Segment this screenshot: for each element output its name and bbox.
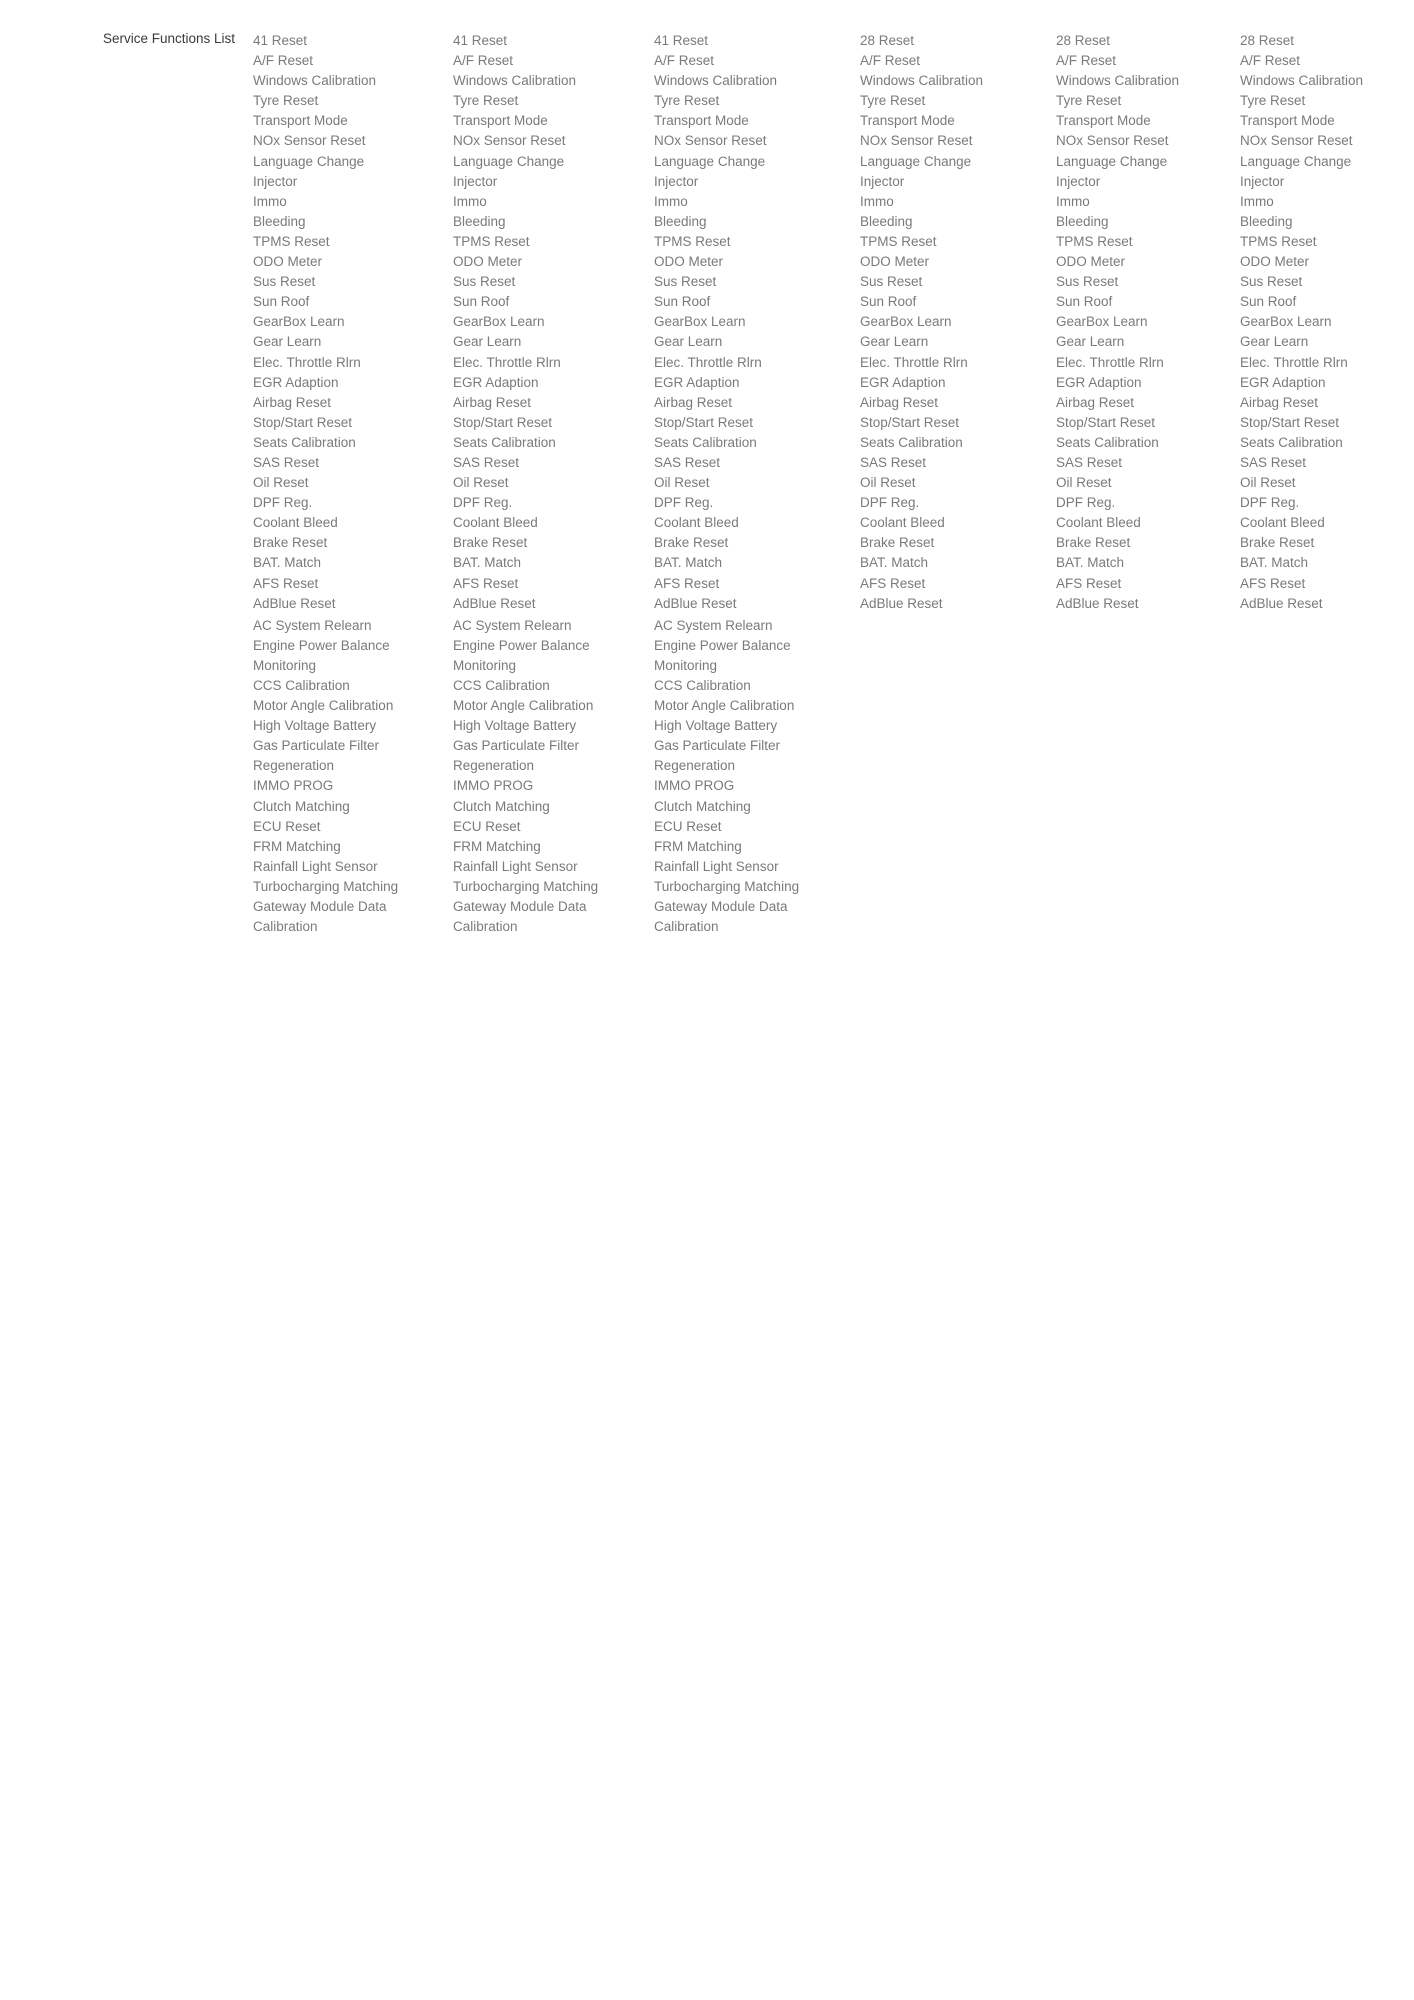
function-item: Seats Calibration bbox=[253, 434, 356, 450]
function-item: Rainfall Light Sensor bbox=[453, 858, 578, 874]
function-item: Rainfall Light Sensor bbox=[253, 858, 378, 874]
function-item: Injector bbox=[1056, 173, 1101, 189]
function-item: Bleeding bbox=[253, 213, 306, 229]
function-item: AdBlue Reset bbox=[654, 595, 737, 611]
function-item: BAT. Match bbox=[453, 555, 522, 571]
function-item: AFS Reset bbox=[860, 575, 926, 591]
function-item: Airbag Reset bbox=[253, 394, 332, 410]
function-item: AC System Relearn bbox=[253, 617, 372, 633]
function-item: Gear Learn bbox=[453, 334, 522, 350]
function-item: Windows Calibration bbox=[654, 73, 778, 89]
function-item: Gas Particulate Filter bbox=[253, 738, 380, 754]
function-item: Clutch Matching bbox=[453, 798, 550, 814]
function-item: A/F Reset bbox=[253, 53, 314, 69]
function-item: Gas Particulate Filter bbox=[654, 738, 781, 754]
function-item: GearBox Learn bbox=[453, 314, 545, 330]
function-item: GearBox Learn bbox=[654, 314, 746, 330]
function-item: ECU Reset bbox=[453, 818, 521, 834]
function-item: Oil Reset bbox=[253, 475, 309, 491]
function-item: Language Change bbox=[453, 153, 565, 169]
function-item: Brake Reset bbox=[654, 535, 729, 551]
function-item: Stop/Start Reset bbox=[453, 414, 553, 430]
function-item: CCS Calibration bbox=[253, 678, 350, 693]
function-item: Engine Power Balance bbox=[453, 637, 590, 653]
function-item: Brake Reset bbox=[453, 535, 528, 551]
function-item: Gear Learn bbox=[1056, 334, 1125, 350]
functions-column-6 bbox=[1240, 31, 1363, 614]
function-item: ODO Meter bbox=[253, 254, 323, 270]
function-item: GearBox Learn bbox=[860, 314, 952, 330]
function-item: EGR Adaption bbox=[453, 374, 539, 390]
functions-column-1 bbox=[253, 31, 398, 937]
function-item: Gear Learn bbox=[253, 334, 322, 350]
function-item: Sus Reset bbox=[453, 274, 516, 290]
function-item: GearBox Learn bbox=[253, 314, 345, 330]
function-item: Sun Roof bbox=[860, 294, 917, 310]
function-item: Windows Calibration bbox=[453, 73, 577, 89]
function-item: EGR Adaption bbox=[1240, 374, 1326, 390]
function-item: TPMS Reset bbox=[860, 233, 937, 249]
function-item: TPMS Reset bbox=[654, 233, 731, 249]
function-item: Tyre Reset bbox=[1056, 93, 1122, 109]
function-item: Bleeding bbox=[453, 213, 506, 229]
function-item: Seats Calibration bbox=[860, 434, 963, 450]
function-item: Transport Mode bbox=[253, 113, 348, 129]
function-item: BAT. Match bbox=[654, 555, 723, 571]
function-item: Elec. Throttle Rlrn bbox=[453, 354, 561, 370]
function-item: Transport Mode bbox=[1240, 113, 1335, 129]
function-item: Coolant Bleed bbox=[453, 515, 538, 531]
function-item: Seats Calibration bbox=[453, 434, 556, 450]
function-item: Immo bbox=[1240, 193, 1274, 209]
function-item: Tyre Reset bbox=[1240, 93, 1306, 109]
function-item: Brake Reset bbox=[1056, 535, 1131, 551]
function-item: Language Change bbox=[253, 153, 365, 169]
function-item: ODO Meter bbox=[1240, 254, 1310, 270]
function-item: Immo bbox=[1056, 193, 1090, 209]
function-item: Transport Mode bbox=[1056, 113, 1151, 129]
function-item: Engine Power Balance bbox=[654, 637, 791, 653]
function-item: FRM Matching bbox=[654, 838, 742, 854]
function-item: Windows Calibration bbox=[860, 73, 984, 89]
function-item: High Voltage Battery bbox=[453, 718, 577, 734]
function-item: Tyre Reset bbox=[860, 93, 926, 109]
function-item: AC System Relearn bbox=[654, 617, 773, 633]
function-item: CCS Calibration bbox=[654, 678, 751, 693]
function-item: A/F Reset bbox=[1056, 53, 1117, 69]
function-item: SAS Reset bbox=[860, 454, 927, 470]
function-item: Elec. Throttle Rlrn bbox=[860, 354, 968, 370]
function-item: Elec. Throttle Rlrn bbox=[654, 354, 762, 370]
function-item: DPF Reg. bbox=[253, 495, 313, 511]
function-item: Regeneration bbox=[453, 758, 535, 774]
service-functions-label: Service Functions List bbox=[103, 31, 236, 46]
function-item: Gear Learn bbox=[1240, 334, 1309, 350]
function-item: Gateway Module Data bbox=[654, 899, 788, 915]
function-item: Airbag Reset bbox=[654, 394, 733, 410]
function-item: Language Change bbox=[654, 153, 766, 169]
function-item: Sus Reset bbox=[1056, 274, 1119, 290]
function-item: Windows Calibration bbox=[1240, 73, 1364, 89]
function-item: AFS Reset bbox=[253, 575, 319, 591]
function-item: TPMS Reset bbox=[1240, 233, 1317, 249]
function-item: Airbag Reset bbox=[1056, 394, 1135, 410]
function-item: NOx Sensor Reset bbox=[654, 133, 767, 149]
function-item: BAT. Match bbox=[860, 555, 929, 571]
function-item: Monitoring bbox=[253, 657, 317, 673]
function-item: Brake Reset bbox=[1240, 535, 1315, 551]
function-item: FRM Matching bbox=[253, 838, 341, 854]
function-item: Windows Calibration bbox=[253, 73, 377, 89]
function-item: EGR Adaption bbox=[860, 374, 946, 390]
function-item: Language Change bbox=[1240, 153, 1352, 169]
function-item: Turbocharging Matching bbox=[453, 878, 599, 894]
function-item: Coolant Bleed bbox=[1056, 515, 1141, 531]
function-item: GearBox Learn bbox=[1240, 314, 1332, 330]
function-item: Immo bbox=[860, 193, 894, 209]
function-item: AFS Reset bbox=[453, 575, 519, 591]
function-item: BAT. Match bbox=[1056, 555, 1125, 571]
function-item: AdBlue Reset bbox=[1240, 595, 1323, 611]
function-item: TPMS Reset bbox=[253, 233, 330, 249]
function-item: Engine Power Balance bbox=[253, 637, 390, 653]
function-item: Brake Reset bbox=[860, 535, 935, 551]
function-item: Regeneration bbox=[654, 758, 736, 774]
function-item: Turbocharging Matching bbox=[253, 878, 399, 894]
function-item: Oil Reset bbox=[654, 475, 710, 491]
function-item: Sus Reset bbox=[860, 274, 923, 290]
function-item: GearBox Learn bbox=[1056, 314, 1148, 330]
function-item: EGR Adaption bbox=[1056, 374, 1142, 390]
function-item: Transport Mode bbox=[860, 113, 955, 129]
function-item: Sun Roof bbox=[453, 294, 510, 310]
function-item: BAT. Match bbox=[253, 555, 322, 571]
function-item: SAS Reset bbox=[1240, 454, 1307, 470]
function-item: Sus Reset bbox=[654, 274, 717, 290]
function-item: Gas Particulate Filter bbox=[453, 738, 580, 754]
function-item: Motor Angle Calibration bbox=[453, 698, 594, 714]
function-item: TPMS Reset bbox=[1056, 233, 1133, 249]
function-item: Immo bbox=[253, 193, 287, 209]
function-item: Gateway Module Data bbox=[253, 899, 387, 915]
function-item: ODO Meter bbox=[654, 254, 724, 270]
function-item: ECU Reset bbox=[253, 818, 321, 834]
functions-column-4 bbox=[860, 31, 983, 614]
function-item: Tyre Reset bbox=[253, 93, 319, 109]
function-item: DPF Reg. bbox=[1240, 495, 1300, 511]
function-item: High Voltage Battery bbox=[253, 718, 377, 734]
function-item: Transport Mode bbox=[453, 113, 548, 129]
function-item: ODO Meter bbox=[860, 254, 930, 270]
function-item: ODO Meter bbox=[1056, 254, 1126, 270]
function-item: Sun Roof bbox=[253, 294, 310, 310]
function-item: 28 Reset bbox=[1056, 33, 1111, 48]
function-item: Stop/Start Reset bbox=[654, 414, 754, 430]
function-item: EGR Adaption bbox=[654, 374, 740, 390]
function-item: Calibration bbox=[253, 919, 318, 935]
function-item: A/F Reset bbox=[654, 53, 715, 69]
functions-column-3 bbox=[654, 31, 799, 937]
function-item: Elec. Throttle Rlrn bbox=[253, 354, 361, 370]
function-item: Sun Roof bbox=[1056, 294, 1113, 310]
function-item: Clutch Matching bbox=[654, 798, 751, 814]
function-item: Immo bbox=[453, 193, 487, 209]
function-item: Coolant Bleed bbox=[860, 515, 945, 531]
function-item: A/F Reset bbox=[453, 53, 514, 69]
function-item: Gear Learn bbox=[860, 334, 929, 350]
function-item: Sun Roof bbox=[1240, 294, 1297, 310]
function-item: Monitoring bbox=[453, 657, 517, 673]
function-item: 28 Reset bbox=[1240, 33, 1295, 48]
function-item: A/F Reset bbox=[1240, 53, 1301, 69]
function-item: Sun Roof bbox=[654, 294, 711, 310]
function-item: Airbag Reset bbox=[453, 394, 532, 410]
function-item: DPF Reg. bbox=[453, 495, 513, 511]
function-item: CCS Calibration bbox=[453, 678, 550, 693]
function-item: Bleeding bbox=[860, 213, 913, 229]
function-item: AdBlue Reset bbox=[253, 595, 336, 611]
function-item: Coolant Bleed bbox=[654, 515, 739, 531]
function-item: AdBlue Reset bbox=[453, 595, 536, 611]
function-item: Tyre Reset bbox=[453, 93, 519, 109]
function-item: Transport Mode bbox=[654, 113, 749, 129]
function-item: AFS Reset bbox=[1240, 575, 1306, 591]
function-item: AFS Reset bbox=[1056, 575, 1122, 591]
function-item: Sus Reset bbox=[253, 274, 316, 290]
function-item: Oil Reset bbox=[453, 475, 509, 491]
function-item: Oil Reset bbox=[1056, 475, 1112, 491]
function-item: DPF Reg. bbox=[860, 495, 920, 511]
function-item: Clutch Matching bbox=[253, 798, 350, 814]
function-item: AdBlue Reset bbox=[860, 595, 943, 611]
function-item: Coolant Bleed bbox=[253, 515, 338, 531]
function-item: Motor Angle Calibration bbox=[654, 698, 795, 714]
function-item: 41 Reset bbox=[253, 33, 308, 48]
functions-column-2 bbox=[453, 31, 598, 937]
function-item: NOx Sensor Reset bbox=[253, 133, 366, 149]
function-item: Stop/Start Reset bbox=[860, 414, 960, 430]
function-item: Stop/Start Reset bbox=[1056, 414, 1156, 430]
function-item: DPF Reg. bbox=[654, 495, 714, 511]
function-item: SAS Reset bbox=[253, 454, 320, 470]
function-item: Immo bbox=[654, 193, 688, 209]
function-item: Stop/Start Reset bbox=[253, 414, 353, 430]
function-item: FRM Matching bbox=[453, 838, 541, 854]
function-item: Calibration bbox=[654, 919, 719, 935]
function-item: NOx Sensor Reset bbox=[1056, 133, 1169, 149]
function-item: TPMS Reset bbox=[453, 233, 530, 249]
function-item: Windows Calibration bbox=[1056, 73, 1180, 89]
function-item: Injector bbox=[1240, 173, 1285, 189]
function-item: 41 Reset bbox=[654, 33, 709, 48]
function-item: AC System Relearn bbox=[453, 617, 572, 633]
function-item: Oil Reset bbox=[1240, 475, 1296, 491]
function-item: Airbag Reset bbox=[860, 394, 939, 410]
function-item: Tyre Reset bbox=[654, 93, 720, 109]
function-item: Stop/Start Reset bbox=[1240, 414, 1340, 430]
function-item: Coolant Bleed bbox=[1240, 515, 1325, 531]
function-item: SAS Reset bbox=[453, 454, 520, 470]
function-item: AFS Reset bbox=[654, 575, 720, 591]
function-item: NOx Sensor Reset bbox=[453, 133, 566, 149]
function-item: ODO Meter bbox=[453, 254, 523, 270]
function-item: Bleeding bbox=[1056, 213, 1109, 229]
function-item: Gateway Module Data bbox=[453, 899, 587, 915]
function-item: Motor Angle Calibration bbox=[253, 698, 394, 714]
functions-column-5 bbox=[1056, 31, 1179, 614]
function-item: Language Change bbox=[1056, 153, 1168, 169]
function-item: NOx Sensor Reset bbox=[860, 133, 973, 149]
function-item: IMMO PROG bbox=[453, 778, 534, 794]
function-item: Brake Reset bbox=[253, 535, 328, 551]
function-item: Sus Reset bbox=[1240, 274, 1303, 290]
function-item: NOx Sensor Reset bbox=[1240, 133, 1353, 149]
function-item: A/F Reset bbox=[860, 53, 921, 69]
function-item: Bleeding bbox=[654, 213, 707, 229]
function-item: Regeneration bbox=[253, 758, 335, 774]
function-item: Injector bbox=[253, 173, 298, 189]
function-item: Oil Reset bbox=[860, 475, 916, 491]
function-item: Seats Calibration bbox=[654, 434, 757, 450]
function-item: Injector bbox=[654, 173, 699, 189]
function-item: Injector bbox=[453, 173, 498, 189]
function-item: Seats Calibration bbox=[1056, 434, 1159, 450]
function-item: BAT. Match bbox=[1240, 555, 1309, 571]
function-item: SAS Reset bbox=[1056, 454, 1123, 470]
function-item: Elec. Throttle Rlrn bbox=[1056, 354, 1164, 370]
function-item: Language Change bbox=[860, 153, 972, 169]
function-item: Injector bbox=[860, 173, 905, 189]
function-item: DPF Reg. bbox=[1056, 495, 1116, 511]
function-item: Seats Calibration bbox=[1240, 434, 1343, 450]
function-item: SAS Reset bbox=[654, 454, 721, 470]
function-item: Rainfall Light Sensor bbox=[654, 858, 779, 874]
function-item: AdBlue Reset bbox=[1056, 595, 1139, 611]
function-item: 41 Reset bbox=[453, 33, 508, 48]
function-item: Elec. Throttle Rlrn bbox=[1240, 354, 1348, 370]
function-item: Airbag Reset bbox=[1240, 394, 1319, 410]
function-item: ECU Reset bbox=[654, 818, 722, 834]
function-item: EGR Adaption bbox=[253, 374, 339, 390]
function-item: Turbocharging Matching bbox=[654, 878, 800, 894]
function-item: IMMO PROG bbox=[253, 778, 334, 794]
function-item: Monitoring bbox=[654, 657, 718, 673]
function-item: Bleeding bbox=[1240, 213, 1293, 229]
function-item: Calibration bbox=[453, 919, 518, 935]
function-item: 28 Reset bbox=[860, 33, 915, 48]
function-item: High Voltage Battery bbox=[654, 718, 778, 734]
function-item: Gear Learn bbox=[654, 334, 723, 350]
function-item: IMMO PROG bbox=[654, 778, 735, 794]
